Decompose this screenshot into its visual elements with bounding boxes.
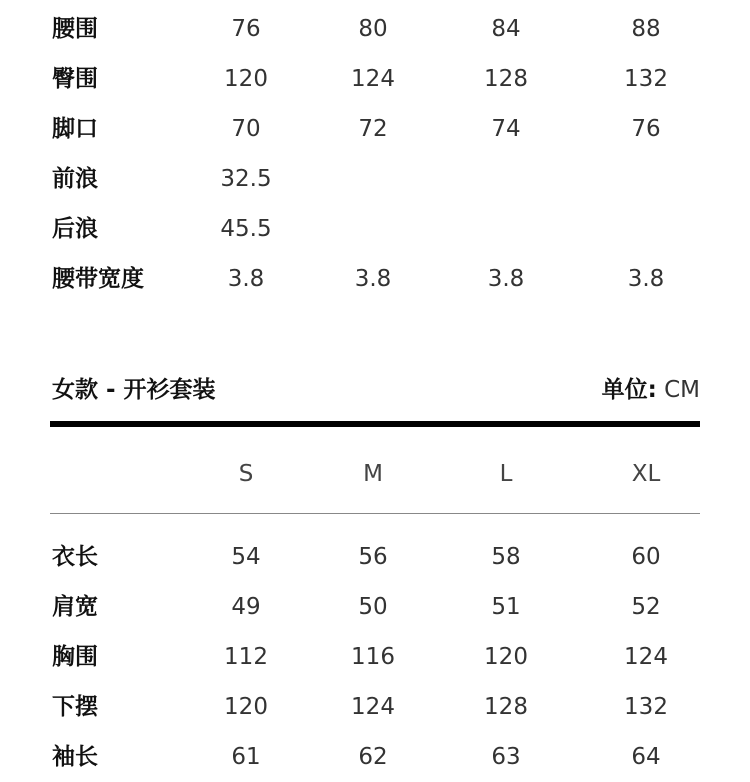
cell-m: 3.8: [354, 266, 392, 292]
size-header-s: S: [238, 461, 254, 487]
table-row: [0, 204, 750, 254]
cell-l: 63: [491, 744, 521, 770]
cell-s: 112: [224, 644, 268, 670]
unit-indicator: [602, 370, 700, 410]
section-rule: [50, 421, 700, 427]
row-label: 臀围: [52, 66, 98, 92]
cell-xl: 88: [631, 16, 661, 42]
cell-xl: 76: [631, 116, 661, 142]
unit-value: CM: [664, 377, 700, 403]
cell-l: 128: [484, 694, 528, 720]
cell-s: 3.8: [227, 266, 265, 292]
cell-s: 120: [224, 694, 268, 720]
table-row: [0, 4, 750, 54]
row-label: 下摆: [52, 694, 98, 720]
table-row: [0, 582, 750, 632]
cell-s: 120: [224, 66, 268, 92]
cell-m: 124: [351, 694, 395, 720]
cell-l: 74: [491, 116, 521, 142]
row-label: 肩宽: [52, 594, 98, 620]
cell-m: 80: [358, 16, 388, 42]
cell-s: 45.5: [220, 216, 272, 242]
cell-m: 50: [358, 594, 388, 620]
row-label: 后浪: [52, 216, 98, 242]
table-row: [0, 104, 750, 154]
row-label: 衣长: [52, 544, 98, 570]
cell-s: 76: [231, 16, 261, 42]
row-label: 腰带宽度: [52, 266, 144, 292]
cell-s: 61: [231, 744, 261, 770]
table-row: [0, 682, 750, 732]
cell-l: 58: [491, 544, 521, 570]
cell-m: 124: [351, 66, 395, 92]
cell-l: 51: [491, 594, 521, 620]
size-header-m: M: [363, 461, 383, 487]
cell-xl: 64: [631, 744, 661, 770]
row-label: 袖长: [52, 744, 98, 770]
cell-l: 84: [491, 16, 521, 42]
cell-m: 72: [358, 116, 388, 142]
size-header-l: L: [499, 461, 513, 487]
row-label: 腰围: [52, 16, 98, 42]
table-row: [0, 532, 750, 582]
cell-s: 54: [231, 544, 261, 570]
cell-xl: 60: [631, 544, 661, 570]
table-row: [0, 732, 750, 782]
cell-xl: 132: [624, 66, 668, 92]
table-row: [0, 254, 750, 304]
size-header-row: [0, 449, 750, 499]
unit-label: 单位:: [601, 377, 657, 403]
table-row: [0, 632, 750, 682]
cell-s: 32.5: [220, 166, 272, 192]
row-label: 胸围: [52, 644, 98, 670]
cell-m: 116: [351, 644, 395, 670]
cell-s: 49: [231, 594, 261, 620]
cell-l: 3.8: [487, 266, 525, 292]
cell-xl: 132: [624, 694, 668, 720]
cell-xl: 124: [624, 644, 668, 670]
section-title: 女款 - 开衫套装: [52, 377, 216, 403]
cell-xl: 3.8: [627, 266, 665, 292]
size-header-xl: XL: [631, 461, 661, 487]
cell-xl: 52: [631, 594, 661, 620]
row-label: 前浪: [52, 166, 98, 192]
header-divider: [50, 513, 700, 514]
cell-m: 62: [358, 744, 388, 770]
cell-m: 56: [358, 544, 388, 570]
cell-l: 128: [484, 66, 528, 92]
table-row: [0, 154, 750, 204]
row-label: 脚口: [52, 116, 98, 142]
cell-s: 70: [231, 116, 261, 142]
cell-l: 120: [484, 644, 528, 670]
table-row: [0, 54, 750, 104]
